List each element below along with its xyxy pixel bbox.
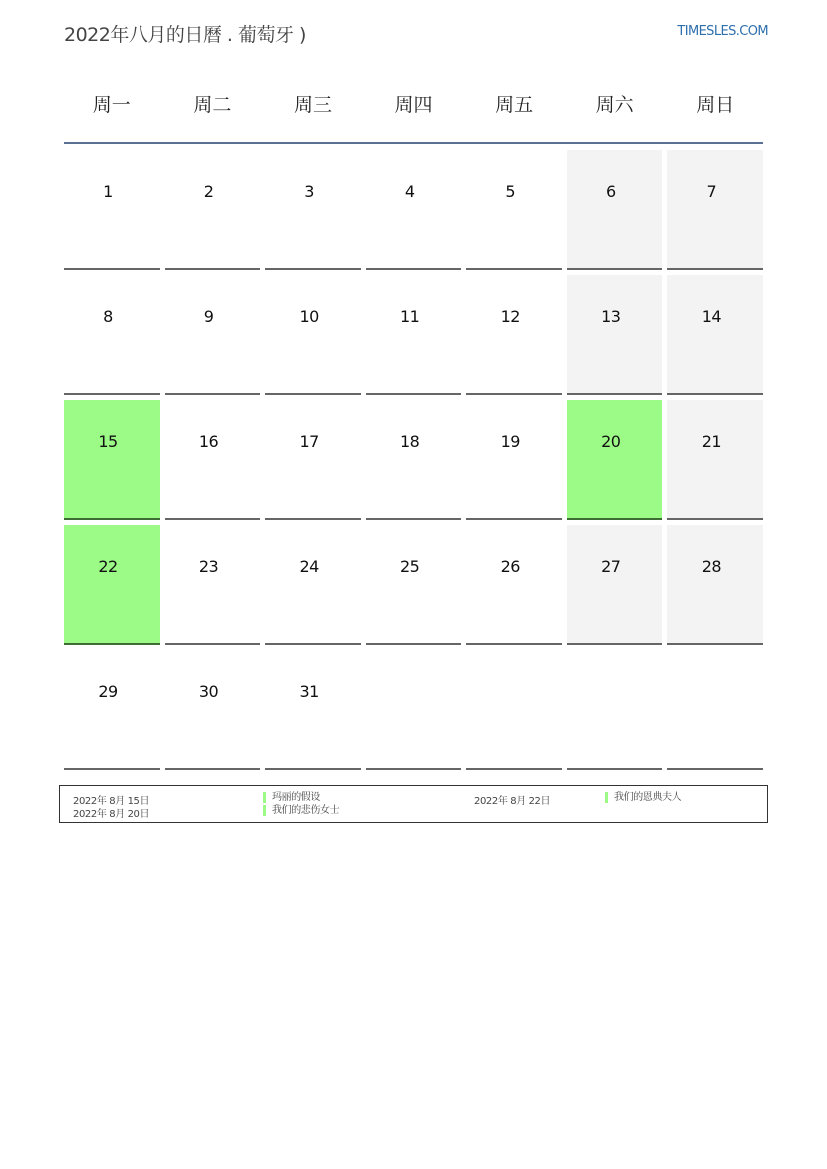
day-cell-1	[64, 150, 160, 270]
holiday-legend	[59, 785, 768, 823]
day-number: 31	[299, 682, 319, 701]
day-number: 24	[299, 557, 319, 576]
day-cell-3	[265, 150, 361, 270]
weekday-sun: 周日	[696, 94, 735, 116]
day-number: 17	[299, 432, 319, 451]
weekday-thu: 周四	[394, 94, 433, 116]
calendar-grid	[64, 150, 763, 770]
legend-date: 2022年 8月 22日	[474, 796, 551, 807]
day-cell-8	[64, 275, 160, 395]
weekday-fri: 周五	[495, 94, 534, 116]
day-cell-6	[567, 150, 663, 270]
day-cell-2	[165, 150, 261, 270]
day-cell-9	[165, 275, 261, 395]
day-cell-24	[265, 525, 361, 645]
empty-day-cell	[567, 650, 663, 770]
site-link[interactable]: TIMESLES.COM	[677, 24, 768, 39]
day-cell-26	[466, 525, 562, 645]
day-number: 2	[203, 182, 214, 201]
day-number: 20	[601, 432, 621, 451]
weekday-sat: 周六	[595, 94, 634, 116]
weekday-wed: 周三	[293, 94, 332, 116]
day-number: 26	[500, 557, 520, 576]
day-cell-16	[165, 400, 261, 520]
empty-day-cell	[466, 650, 562, 770]
legend-date: 2022年 8月 15日	[73, 796, 150, 807]
day-cell-14	[667, 275, 763, 395]
day-number: 13	[601, 307, 621, 326]
empty-day-cell	[366, 650, 462, 770]
day-cell-18	[366, 400, 462, 520]
day-cell-31	[265, 650, 361, 770]
day-number: 9	[203, 307, 214, 326]
day-cell-28	[667, 525, 763, 645]
day-cell-30	[165, 650, 261, 770]
day-number: 19	[500, 432, 520, 451]
day-number: 16	[198, 432, 219, 451]
day-number: 1	[103, 182, 113, 201]
day-number: 18	[400, 432, 420, 451]
day-number: 10	[299, 307, 319, 326]
day-number: 4	[404, 182, 415, 201]
day-cell-22	[64, 525, 160, 645]
day-number: 5	[505, 182, 516, 201]
weekday-mon: 周一	[92, 94, 131, 116]
day-number: 22	[98, 557, 118, 576]
day-number: 30	[198, 682, 219, 701]
day-number: 6	[605, 182, 616, 201]
day-cell-20	[567, 400, 663, 520]
day-number: 3	[304, 182, 314, 201]
day-number: 11	[400, 307, 420, 326]
day-number: 7	[706, 182, 717, 201]
day-number: 25	[400, 557, 420, 576]
day-cell-5	[466, 150, 562, 270]
day-number: 15	[98, 432, 118, 451]
day-number: 27	[601, 557, 621, 576]
day-cell-7	[667, 150, 763, 270]
legend-holiday-name: 我们的恩典夫人	[605, 792, 681, 803]
day-number: 28	[701, 557, 722, 576]
day-cell-4	[366, 150, 462, 270]
day-number: 21	[701, 432, 722, 451]
day-cell-25	[366, 525, 462, 645]
day-cell-23	[165, 525, 261, 645]
legend-holiday-name: 我们的悲伤女士	[263, 805, 339, 816]
day-cell-21	[667, 400, 763, 520]
empty-day-cell	[667, 650, 763, 770]
day-number: 14	[701, 307, 722, 326]
day-number: 8	[103, 307, 113, 326]
legend-date: 2022年 8月 20日	[73, 809, 150, 820]
day-cell-29	[64, 650, 160, 770]
weekday-tue: 周二	[193, 94, 232, 116]
page-title: 2022年八月的日曆 . 葡萄牙 )	[64, 24, 306, 46]
day-cell-19	[466, 400, 562, 520]
day-number: 12	[500, 307, 520, 326]
day-cell-17	[265, 400, 361, 520]
day-cell-13	[567, 275, 663, 395]
legend-holiday-name: 玛丽的假设	[263, 792, 320, 803]
day-cell-15	[64, 400, 160, 520]
weekday-header-row	[64, 78, 763, 144]
day-cell-12	[466, 275, 562, 395]
day-number: 29	[98, 682, 118, 701]
day-number: 23	[198, 557, 219, 576]
day-cell-27	[567, 525, 663, 645]
day-cell-10	[265, 275, 361, 395]
day-cell-11	[366, 275, 462, 395]
